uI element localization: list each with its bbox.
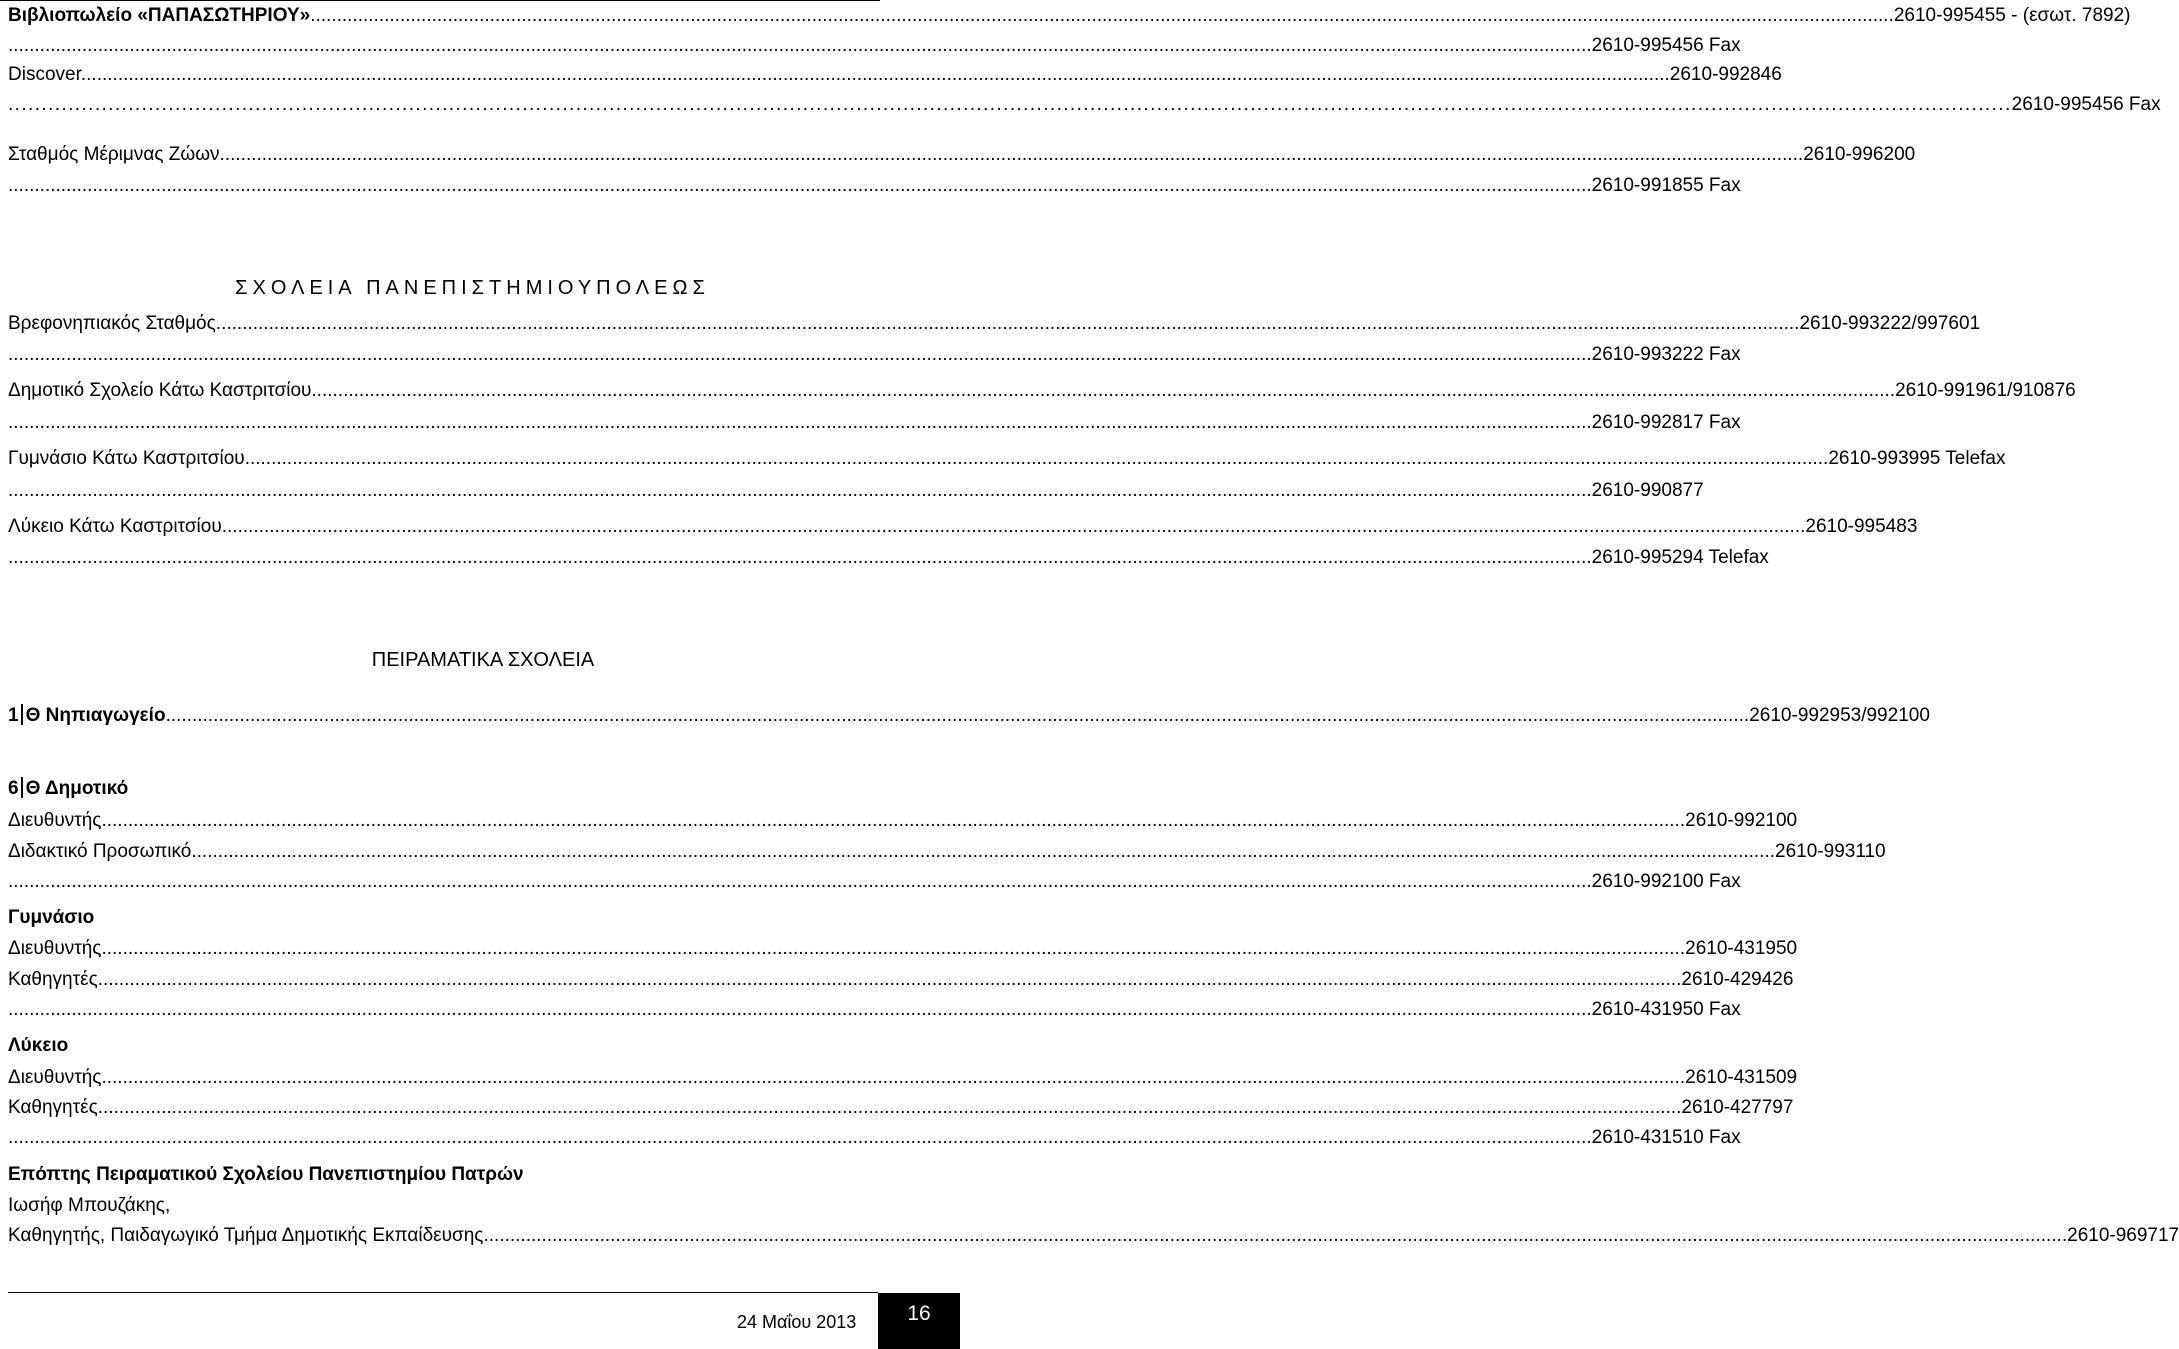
top-rule xyxy=(0,0,880,1)
exp-primary-fax-row xyxy=(8,870,1741,894)
supervisor-phone: 2610-969717 xyxy=(2067,1225,2179,1246)
separator-bar xyxy=(21,777,23,798)
leader-dots: ............................................................................................................................................................................................................................................................................................................ xyxy=(221,516,1806,537)
nursery-label: Βρεφονηπιακός Σταθμός xyxy=(8,313,216,334)
exp-gymnasium-heading: Γυμνάσιο xyxy=(8,907,95,928)
leader-dots: ............................................................................................................................................................................................................................................................................................................ xyxy=(8,94,2012,115)
leader-dots: ............................................................................................................................................................................................................................................................................................................ xyxy=(244,448,1829,469)
lyceum-fax-row xyxy=(8,546,1769,570)
experimental-schools-heading: ΠΕΙΡΑΜΑΤΙΚΑ ΣΧΟΛΕΙΑ xyxy=(371,649,595,671)
exp-lyceum-fax: 2610-431510 Fax xyxy=(1591,1127,1741,1148)
exp-kindergarten-row xyxy=(8,704,1930,728)
discover-phone-row xyxy=(8,63,1782,87)
exp-lyceum-teachers-label: Καθηγητές xyxy=(8,1097,98,1118)
discover-label: Discover. xyxy=(8,64,87,85)
exp-gymnasium-director-row xyxy=(8,937,1798,961)
nursery-fax: 2610-993222 Fax xyxy=(1591,344,1741,365)
supervisor-name: Ιωσήφ Μπουζάκης, xyxy=(8,1195,171,1216)
lyceum-fax: 2610-995294 Telefax xyxy=(1591,547,1769,568)
page-number-box xyxy=(878,1293,960,1349)
footer-rule xyxy=(8,1292,878,1293)
exp-lyceum-teachers-phone: 2610-427797 xyxy=(1681,1097,1794,1118)
leader-dots: ............................................................................................................................................................................................................................................................................................................ xyxy=(8,1127,1592,1148)
exp-primary-director-row xyxy=(8,809,1798,833)
leader-dots: ............................................................................................................................................................................................................................................................................................................ xyxy=(8,480,1592,501)
bookstore-fax: 2610-995456 Fax xyxy=(1591,35,1741,56)
primary-label: Δημοτικό Σχολείο Κάτω Καστριτσίου xyxy=(8,380,312,401)
lyceum-phone: 2610-995483 xyxy=(1805,516,1918,537)
discover-fax: 2610-995456 Fax xyxy=(2011,94,2161,115)
discover-fax-row xyxy=(8,93,2161,117)
gymnasium-phone-row xyxy=(8,447,2006,471)
bookstore-fax-row xyxy=(8,34,1741,58)
gymnasium-extra-phone: 2610-990877 xyxy=(1591,480,1704,501)
leader-dots: ............................................................................................................................................................................................................................................................................................................ xyxy=(8,35,1592,56)
exp-kindergarten-label xyxy=(8,704,166,728)
leader-dots: ............................................................................................................................................................................................................................................................................................................ xyxy=(97,969,1682,990)
supervisor-role: Καθηγητής, Παιδαγωγικό Τμήμα Δημοτικής Εκπαίδευσης xyxy=(8,1225,484,1246)
animal-station-phone: 2610-996200 xyxy=(1803,144,1916,165)
exp-primary-heading xyxy=(8,777,128,801)
exp-kindergarten-letter: Θ xyxy=(25,705,41,726)
animal-station-label: Σταθμός Μέριμνας Ζώων xyxy=(8,144,220,165)
supervisor-title: Επόπτης Πειραματικού Σχολείου Πανεπιστημίου Πατρών xyxy=(8,1164,524,1185)
leader-dots: ............................................................................................................................................................................................................................................................................................................ xyxy=(215,313,1800,334)
leader-dots: ............................................................................................................................................................................................................................................................................................................ xyxy=(219,144,1804,165)
animal-station-phone-row xyxy=(8,143,1916,167)
leader-dots: ............................................................................................................................................................................................................................................................................................................ xyxy=(311,380,1896,401)
page-number: 16 xyxy=(907,1302,931,1325)
leader-dots: ............................................................................................................................................................................................................................................................................................................ xyxy=(86,64,1670,85)
exp-primary-staff-phone: 2610-993110 xyxy=(1775,841,1886,862)
exp-lyceum-director-row xyxy=(8,1066,1798,1090)
exp-primary-name: Δημοτικό xyxy=(44,778,129,799)
leader-dots: ............................................................................................................................................................................................................................................................................................................ xyxy=(8,999,1592,1020)
exp-primary-num: 6 xyxy=(8,778,19,799)
primary-phone: 2610-991961/910876 xyxy=(1895,380,2076,401)
exp-primary-director-phone: 2610-992100 xyxy=(1685,810,1798,831)
leader-dots: ............................................................................................................................................................................................................................................................................................................ xyxy=(101,1067,1686,1088)
primary-fax: 2610-992817 Fax xyxy=(1591,412,1741,433)
leader-dots: ............................................................................................................................................................................................................................................................................................................ xyxy=(8,175,1592,196)
leader-dots: ............................................................................................................................................................................................................................................................................................................ xyxy=(483,1225,2068,1246)
nursery-phone: 2610-993222/997601 xyxy=(1799,313,1981,334)
exp-primary-staff-label: Διδακτικό Προσωπικό xyxy=(8,841,192,862)
exp-lyceum-fax-row xyxy=(8,1126,1741,1150)
discover-phone: 2610-992846 xyxy=(1669,64,1782,85)
exp-gymnasium-teachers-phone: 2610-429426 xyxy=(1681,969,1794,990)
exp-lyceum-teachers-row xyxy=(8,1096,1794,1120)
leader-dots: ............................................................................................................................................................................................................................................................................................................ xyxy=(8,344,1592,365)
bookstore-phone-row xyxy=(8,4,2131,28)
footer-date: 24 Μαΐου 2013 xyxy=(737,1312,857,1332)
leader-dots: ............................................................................................................................................................................................................................................................................................................ xyxy=(97,1097,1682,1118)
exp-kindergarten-phone: 2610-992953/992100 xyxy=(1749,705,1930,726)
nursery-fax-row xyxy=(8,343,1741,367)
lyceum-label: Λύκειο Κάτω Καστριτσίου xyxy=(8,516,222,537)
exp-gymnasium-fax: 2610-431950 Fax xyxy=(1591,999,1741,1020)
exp-primary-director-label: Διευθυντής xyxy=(8,810,102,831)
nursery-phone-row xyxy=(8,312,1981,336)
exp-kindergarten-name: Νηπιαγωγείο xyxy=(45,705,166,726)
animal-station-fax-row xyxy=(8,174,1741,198)
separator-bar xyxy=(21,704,23,725)
primary-fax-row xyxy=(8,411,1741,435)
leader-dots: ............................................................................................................................................................................................................................................................................................................ xyxy=(310,5,1894,26)
exp-gymnasium-director-phone: 2610-431950 xyxy=(1685,938,1798,959)
leader-dots: ............................................................................................................................................................................................................................................................................................................ xyxy=(165,705,1750,726)
exp-kindergarten-num: 1 xyxy=(8,705,19,726)
exp-lyceum-director-label: Διευθυντής xyxy=(8,1067,102,1088)
exp-gymnasium-teachers-row xyxy=(8,968,1794,992)
bookstore-phone: 2610-995455 - (εσωτ. 7892) xyxy=(1893,5,2131,26)
leader-dots: ............................................................................................................................................................................................................................................................................................................ xyxy=(8,412,1592,433)
leader-dots: ............................................................................................................................................................................................................................................................................................................ xyxy=(101,938,1686,959)
exp-gymnasium-director-label: Διευθυντής xyxy=(8,938,102,959)
supervisor-role-row xyxy=(8,1224,2179,1248)
gymnasium-phone: 2610-993995 Telefax xyxy=(1828,448,2006,469)
lyceum-phone-row xyxy=(8,515,1918,539)
exp-gymnasium-teachers-label: Καθηγητές xyxy=(8,969,98,990)
exp-lyceum-director-phone: 2610-431509 xyxy=(1685,1067,1798,1088)
leader-dots: ............................................................................................................................................................................................................................................................................................................ xyxy=(191,841,1776,862)
leader-dots: ............................................................................................................................................................................................................................................................................................................ xyxy=(8,871,1592,892)
primary-phone-row xyxy=(8,379,2076,403)
animal-station-fax: 2610-991855 Fax xyxy=(1591,175,1741,196)
gymnasium-label: Γυμνάσιο Κάτω Καστριτσίου xyxy=(8,448,245,469)
univ-schools-heading: ΣΧΟΛΕΙΑ ΠΑΝΕΠΙΣΤΗΜΙΟΥΠΟΛΕΩΣ xyxy=(235,277,710,299)
exp-lyceum-heading: Λύκειο xyxy=(8,1035,69,1056)
exp-primary-staff-row xyxy=(8,840,1886,864)
exp-primary-fax: 2610-992100 Fax xyxy=(1591,871,1741,892)
exp-gymnasium-fax-row xyxy=(8,998,1741,1022)
bookstore-label: Βιβλιοπωλείο «ΠΑΠΑΣΩΤΗΡΙΟΥ» xyxy=(8,5,311,26)
exp-primary-letter: Θ xyxy=(25,778,41,799)
leader-dots: ............................................................................................................................................................................................................................................................................................................ xyxy=(8,547,1592,568)
gymnasium-extra-row xyxy=(8,479,1704,503)
leader-dots: ............................................................................................................................................................................................................................................................................................................ xyxy=(101,810,1686,831)
